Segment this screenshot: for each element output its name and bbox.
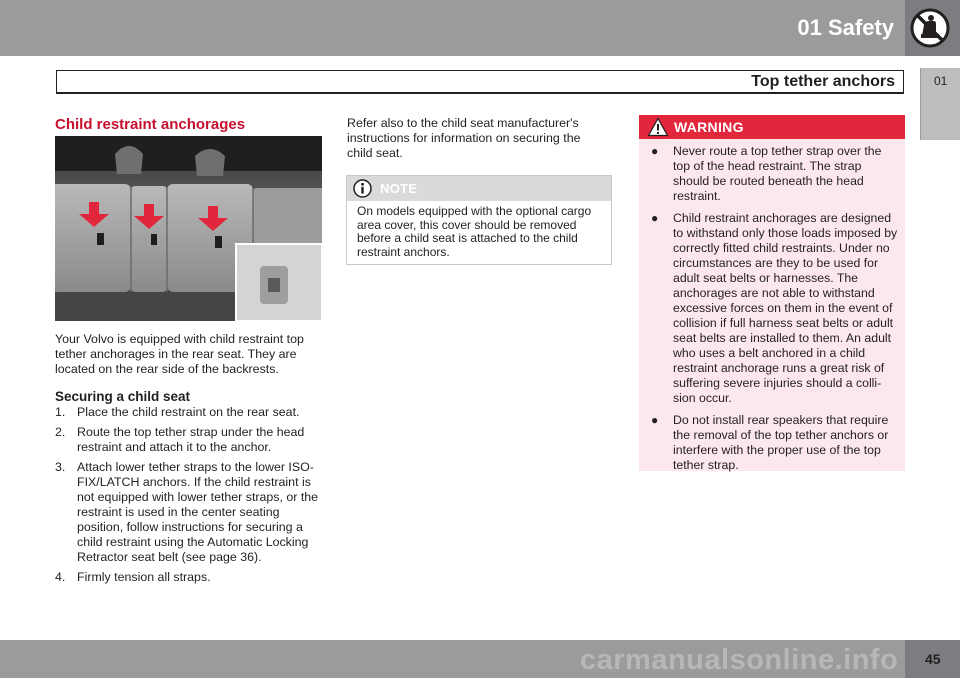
steps-list	[55, 405, 323, 590]
list-item	[639, 413, 901, 473]
warning-item-text: Never route a top tether strap over the top of the head restraint. The strap should be routed beneath the head restraint.	[673, 144, 882, 203]
step-text: Attach lower tether straps to the lower ISO-FIX/LATCH anchors. If the child restraint is not equipped with lower tether straps, or the restraint is used in the center seating position, follow instructions for securing a child restraint using the Automatic Locking Retractor seat belt (see page 36).	[77, 460, 319, 564]
section-title-bar	[56, 70, 904, 94]
page-number: 45	[925, 651, 941, 667]
step-text: Place the child restraint on the rear seat.	[77, 405, 300, 419]
bullet-icon: ●	[651, 211, 659, 225]
step-number: 3.	[55, 460, 66, 474]
bullet-icon: ●	[651, 144, 659, 158]
step-text: Firmly tension all straps.	[77, 570, 211, 584]
list-item	[55, 405, 323, 420]
note-title: NOTE	[380, 181, 418, 196]
info-icon	[353, 179, 372, 198]
step-text: Route the top tether strap under the head restraint and attach it to the anchor.	[77, 425, 305, 454]
list-item	[639, 144, 901, 204]
list-item	[639, 211, 901, 406]
bullet-icon: ●	[651, 413, 659, 427]
warning-title: WARNING	[674, 119, 744, 135]
securing-child-seat-heading: Securing a child seat	[55, 389, 191, 404]
step-number: 1.	[55, 405, 66, 419]
list-item	[55, 460, 323, 565]
warning-item-text: Do not install rear speakers that require the removal of the top tether anchors or interfere with the proper use of the top tether strap.	[673, 413, 889, 472]
manufacturer-instructions-text: Refer also to the child seat manufacturer's instructions for information on securing the child seat.	[347, 116, 581, 160]
chapter-title: 01 Safety	[797, 15, 894, 40]
warning-list	[639, 144, 901, 480]
warning-box	[639, 115, 905, 471]
list-item	[55, 570, 323, 585]
warning-item-text: Child restraint anchorages are designed to withstand only those loads imposed by correctly fitted child restraints. Under no circumstances are they to be used for adult seat belts or harnesses. The anchorages are not able to withstand excessive forces on them in the event of collision if full harness seat belts or adult seat belts are installed to them. An adult who uses a belt anchored in a child restraint anchorage runs a great risk of suffering severe injuries should a colli-sion occur.	[673, 211, 898, 405]
rear-seat-anchor-photo	[55, 136, 322, 321]
watermark: carmanualsonline.info	[580, 644, 899, 676]
note-body: On models equipped with the optional cargo area cover, this cover should be removed before a child seat is attached to the child restraint anchors.	[357, 204, 592, 259]
step-number: 4.	[55, 570, 66, 584]
warning-triangle-icon	[647, 117, 669, 137]
note-header	[347, 176, 611, 201]
warning-header	[639, 115, 905, 139]
intro-paragraph: Your Volvo is equipped with child restraint top tether anchorages in the rear seat. They are located on the rear side of the backrests.	[55, 332, 304, 376]
child-restraint-heading: Child restraint anchorages	[55, 116, 246, 133]
chapter-tab-label: 01	[934, 74, 948, 88]
no-child-in-front-seat-icon	[909, 7, 951, 49]
note-box	[346, 175, 612, 265]
step-number: 2.	[55, 425, 66, 439]
list-item	[55, 425, 323, 455]
section-title: Top tether anchors	[751, 73, 895, 90]
